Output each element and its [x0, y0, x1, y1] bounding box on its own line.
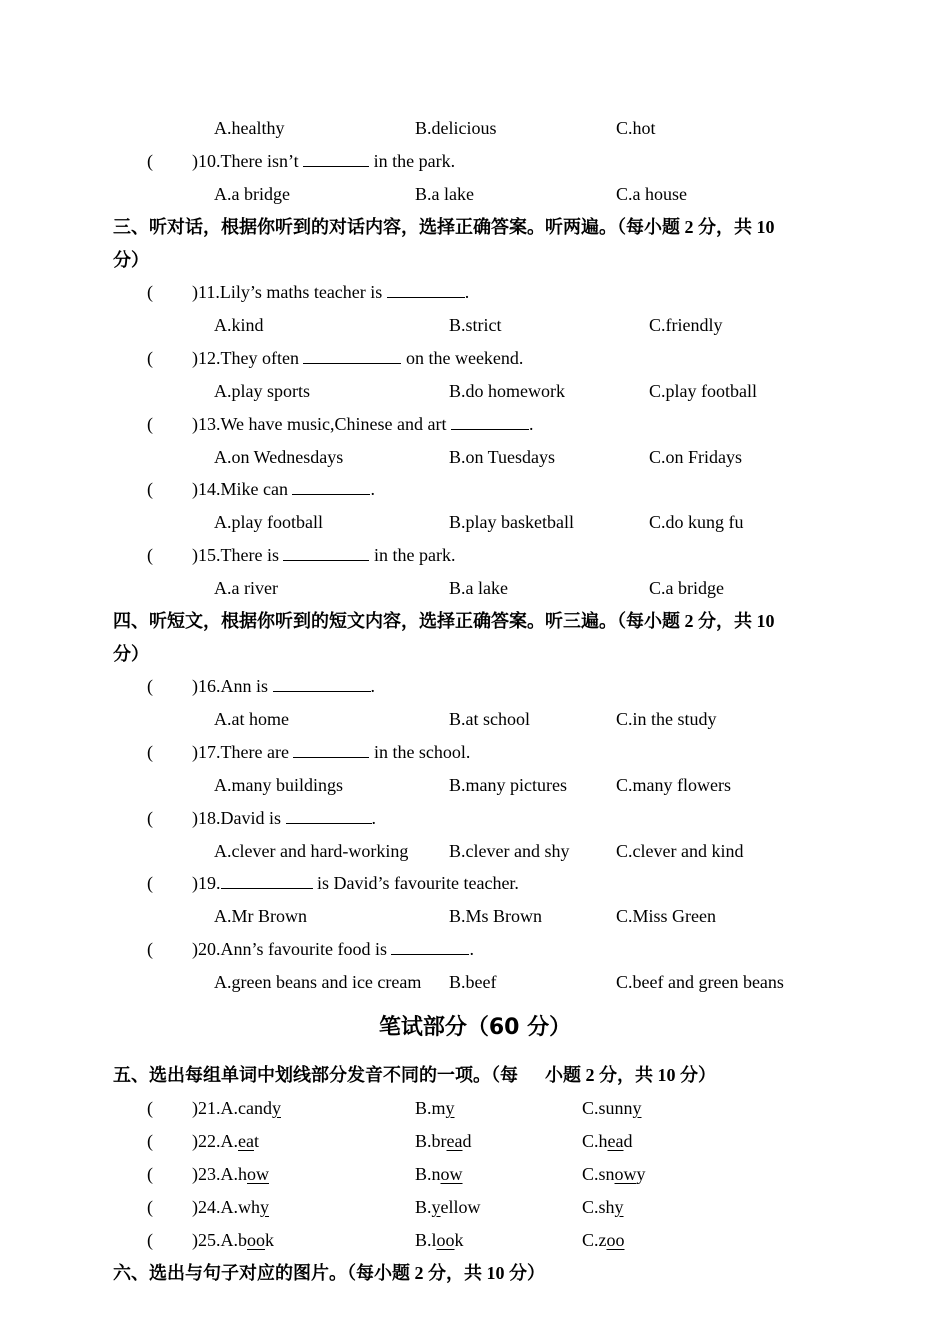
q16-option-a: A.at home: [214, 709, 289, 729]
q23-option-b: B.now: [415, 1164, 463, 1184]
q23-number: )23.: [192, 1164, 221, 1184]
q11-stem: )11.Lily’s maths teacher is: [192, 282, 383, 302]
q18-stem-end: .: [371, 808, 376, 828]
answer-paren[interactable]: (: [147, 742, 153, 762]
answer-paren[interactable]: (: [147, 1197, 153, 1217]
answer-paren[interactable]: (: [147, 348, 153, 368]
q10-option-c: C.a house: [616, 184, 687, 204]
q12-option-b: B.do homework: [449, 381, 565, 401]
q14-option-a: A.play football: [214, 512, 323, 532]
q22-option-c: C.head: [582, 1131, 633, 1151]
q19-stem: )19.: [192, 873, 221, 893]
q10-blank: [303, 149, 369, 167]
q10-option-b: B.a lake: [415, 184, 474, 204]
answer-paren[interactable]: (: [147, 414, 153, 434]
q16-option-b: B.at school: [449, 709, 530, 729]
q19-blank: [221, 871, 313, 889]
underlined-letters: ow: [614, 1164, 637, 1184]
q15-blank: [283, 543, 369, 561]
answer-paren[interactable]: (: [147, 1098, 153, 1118]
answer-paren[interactable]: (: [147, 282, 153, 302]
underlined-letters: ow: [440, 1164, 463, 1184]
q15-stem-end: in the park.: [373, 545, 456, 565]
q25-number: )25.: [192, 1230, 221, 1250]
q19-option-c: C.Miss Green: [616, 906, 716, 926]
underlined-letters: oo: [606, 1230, 625, 1250]
q21-number: )21.: [192, 1098, 221, 1118]
answer-paren[interactable]: (: [147, 873, 153, 893]
q17-option-b: B.many pictures: [449, 775, 567, 795]
q24-option-c: C.shy: [582, 1197, 624, 1217]
q20-option-c: C.beef and green beans: [616, 972, 784, 992]
q13-option-a: A.on Wednesdays: [214, 447, 344, 467]
underlined-letters: ea: [607, 1131, 624, 1151]
q9-option-b: B.delicious: [415, 118, 497, 138]
q15-option-a: A.a river: [214, 578, 278, 598]
underlined-letters: ea: [446, 1131, 463, 1151]
answer-paren[interactable]: (: [147, 1164, 153, 1184]
underlined-letters: y: [260, 1197, 269, 1217]
q17-blank: [293, 740, 369, 758]
section-3-title-cont: 分）: [113, 250, 149, 270]
q18-option-c: C.clever and kind: [616, 841, 744, 861]
q20-stem-end: .: [469, 939, 474, 959]
q16-stem: )16.Ann is: [192, 676, 268, 696]
q19-option-b: B.Ms Brown: [449, 906, 543, 926]
underlined-letters: ea: [238, 1131, 254, 1151]
answer-paren[interactable]: (: [147, 151, 153, 171]
answer-paren[interactable]: (: [147, 939, 153, 959]
q15-option-b: B.a lake: [449, 578, 508, 598]
q18-stem: )18.David is: [192, 808, 281, 828]
q13-option-c: C.on Fridays: [649, 447, 743, 467]
q9-option-c: C.hot: [616, 118, 656, 138]
q23-option-c: C.snowy: [582, 1164, 646, 1184]
q9-option-a: A.healthy: [214, 118, 285, 138]
section-4-title-cont: 分）: [113, 644, 149, 664]
q24-option-b: B.yellow: [415, 1197, 481, 1217]
underlined-letters: ow: [247, 1164, 269, 1184]
q16-blank: [273, 674, 371, 692]
q25-option-c: C.zoo: [582, 1230, 625, 1250]
q20-option-a: A.green beans and ice cream: [214, 972, 422, 992]
q15-option-c: C.a bridge: [649, 578, 724, 598]
q17-stem: )17.There are: [192, 742, 289, 762]
q20-blank: [391, 937, 469, 955]
q12-option-c: C.play football: [649, 381, 757, 401]
underlined-letters: y: [271, 1098, 281, 1118]
answer-paren[interactable]: (: [147, 1131, 153, 1151]
q20-option-b: B.beef: [449, 972, 497, 992]
section-5-title: 五、选出每组单词中划线部分发音不同的一项。（每 小题 2 分，共 10 分）: [113, 1065, 716, 1085]
q14-option-b: B.play basketball: [449, 512, 574, 532]
q18-option-b: B.clever and shy: [449, 841, 570, 861]
q19-option-a: A.Mr Brown: [214, 906, 307, 926]
q22-option-b: B.bread: [415, 1131, 472, 1151]
q11-option-b: B.strict: [449, 315, 502, 335]
q22-number: )22.: [192, 1131, 221, 1151]
q17-stem-end: in the school.: [373, 742, 471, 762]
q12-blank: [303, 346, 401, 364]
q15-stem: )15.There is: [192, 545, 279, 565]
answer-paren[interactable]: (: [147, 808, 153, 828]
q16-stem-end: .: [370, 676, 375, 696]
q14-stem-end: .: [370, 479, 375, 499]
underlined-letters: oo: [436, 1230, 455, 1250]
section-3-title: 三、听对话，根据你听到的对话内容，选择正确答案。听两遍。（每小题 2 分，共 10: [113, 217, 775, 237]
answer-paren[interactable]: (: [147, 676, 153, 696]
q11-option-c: C.friendly: [649, 315, 723, 335]
q19-stem-end: is David’s favourite teacher.: [317, 873, 519, 893]
q24-option-a: A.why: [220, 1197, 269, 1217]
section-6-title: 六、选出与句子对应的图片。（每小题 2 分，共 10 分）: [113, 1263, 545, 1283]
q13-stem-end: .: [528, 414, 534, 434]
written-part-heading: 笔试部分（60 分）: [378, 1015, 572, 1040]
answer-paren[interactable]: (: [147, 545, 153, 565]
q12-stem: )12.They often: [192, 348, 299, 368]
q17-option-c: C.many flowers: [616, 775, 731, 795]
section-4-title: 四、听短文，根据你听到的短文内容，选择正确答案。听三遍。（每小题 2 分，共 10: [113, 611, 775, 631]
q22-option-a: A.eat: [220, 1131, 259, 1151]
q12-option-a: A.play sports: [214, 381, 310, 401]
q21-option-b: B.my: [415, 1098, 455, 1118]
q13-blank: [451, 412, 529, 430]
q17-option-a: A.many buildings: [214, 775, 343, 795]
q10-stem: )10.There isn’t: [192, 151, 299, 171]
q10-stem-end: in the park.: [373, 151, 456, 171]
q11-blank: [387, 280, 465, 298]
underlined-letters: y: [431, 1197, 441, 1217]
q25-option-b: B.look: [415, 1230, 464, 1250]
q24-number: )24.: [192, 1197, 221, 1217]
underlined-letters: y: [632, 1098, 642, 1118]
q14-option-c: C.do kung fu: [649, 512, 744, 532]
underlined-letters: y: [445, 1098, 455, 1118]
q25-option-a: A.book: [220, 1230, 274, 1250]
q11-option-a: A.kind: [214, 315, 264, 335]
q14-stem: )14.Mike can: [192, 479, 288, 499]
q18-option-a: A.clever and hard-working: [214, 841, 409, 861]
q14-blank: [292, 477, 370, 495]
q20-stem: )20.Ann’s favourite food is: [192, 939, 387, 959]
q16-option-c: C.in the study: [616, 709, 717, 729]
q13-stem: )13.We have music,Chinese and art: [192, 414, 447, 434]
q12-stem-end: on the weekend.: [405, 348, 524, 368]
underlined-letters: y: [614, 1197, 624, 1217]
q21-option-c: C.sunny: [582, 1098, 642, 1118]
q10-option-a: A.a bridge: [214, 184, 290, 204]
q13-option-b: B.on Tuesdays: [449, 447, 556, 467]
underlined-letters: oo: [247, 1230, 265, 1250]
q21-option-a: A.candy: [220, 1098, 281, 1118]
q11-stem-end: .: [464, 282, 470, 302]
answer-paren[interactable]: (: [147, 479, 153, 499]
q18-blank: [286, 806, 372, 824]
q23-option-a: A.how: [220, 1164, 269, 1184]
answer-paren[interactable]: (: [147, 1230, 153, 1250]
